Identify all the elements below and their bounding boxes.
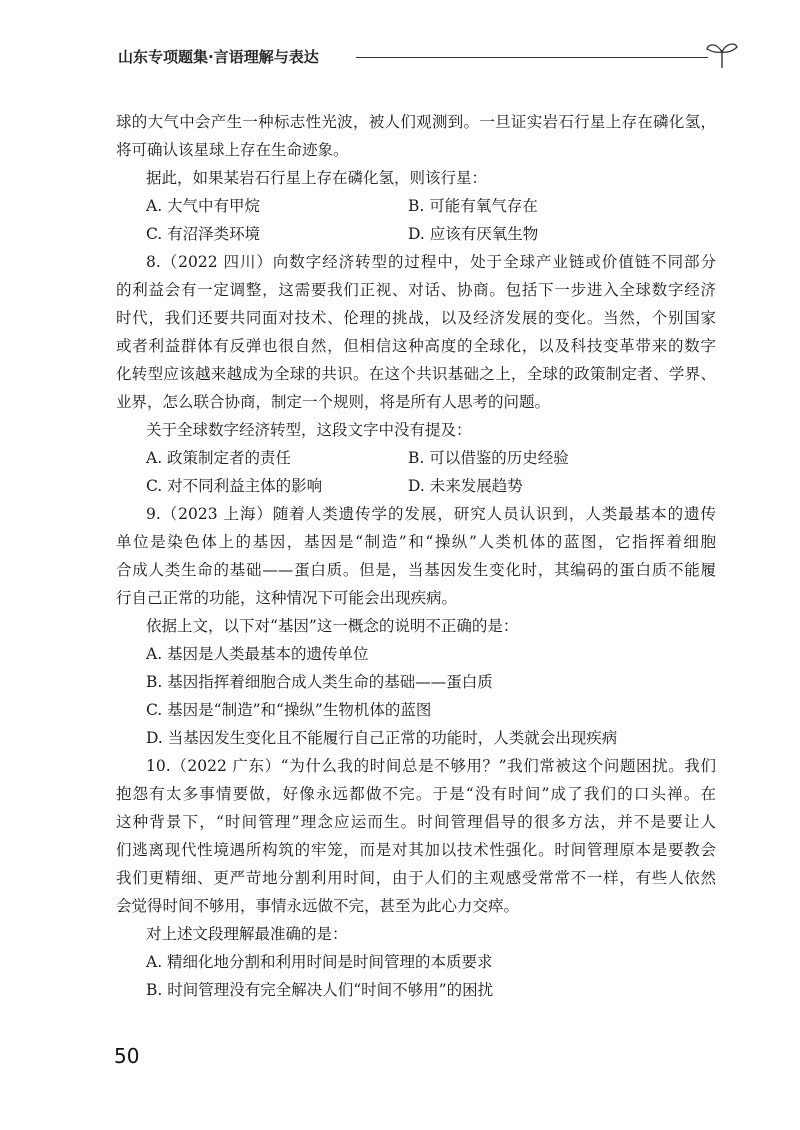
option-a: A. 大气中有甲烷 <box>146 197 261 215</box>
text-line: 的利益会有一定调整，这需要我们正视、对话、协商。包括下一步进入全球数字经济 <box>116 281 716 299</box>
text-line: 抱怨有太多事情要做，好像永远都做不完。于是“没有时间”成了我们的口头禅。在 <box>116 785 716 803</box>
text-line: 时代，我们还要共同面对技术、伦理的挑战，以及经济发展的变化。当然，个别国家 <box>116 309 716 327</box>
option-c: C. 对不同利益主体的影响 <box>146 477 323 495</box>
header-rule <box>356 57 708 58</box>
option-b: B. 时间管理没有完全解决人们“时间不够用”的困扰 <box>146 981 494 999</box>
option-a: A. 精细化地分割和利用时间是时间管理的本质要求 <box>146 953 493 971</box>
text-line: 化转型应该越来越成为全球的共识。在这个共识基础之上，全球的政策制定者、学界、 <box>116 365 716 383</box>
text-line: 球的大气中会产生一种标志性光波，被人们观测到。一旦证实岩石行星上存在磷化氢， <box>116 113 716 131</box>
option-row <box>116 472 716 500</box>
option-a: A. 政策制定者的责任 <box>146 449 292 467</box>
option-b: B. 基因指挥着细胞合成人类生命的基础——蛋白质 <box>146 673 493 691</box>
question-prompt: 对上述文段理解最准确的是： <box>146 925 348 943</box>
header-title: 山东专项题集·言语理解与表达 <box>118 48 319 66</box>
text-line: 将可确认该星球上存在生命迹象。 <box>116 141 349 159</box>
option-d: D. 应该有厌氧生物 <box>408 225 539 243</box>
question-10-text: 10.（2022 广东）“为什么我的时间总是不够用？”我们常被这个问题困扰。我们 <box>146 757 716 775</box>
question-prompt: 依据上文，以下对“基因”这一概念的说明不正确的是： <box>146 617 519 635</box>
option-d: D. 当基因发生变化且不能履行自己正常的功能时，人类就会出现疾病 <box>146 729 618 747</box>
option-c: C. 有沼泽类环境 <box>146 225 261 243</box>
option-row <box>116 444 716 472</box>
text-line: 会觉得时间不够用，事情永远做不完，甚至为此心力交瘁。 <box>116 897 520 915</box>
question-8-text: 8.（2022 四川）向数字经济转型的过程中，处于全球产业链或价值链不同部分 <box>146 253 716 271</box>
question-prompt: 关于全球数字经济转型，这段文字中没有提及： <box>146 421 472 439</box>
text-line: 这种背景下，“时间管理”理念应运而生。时间管理倡导的很多方法，并不是要让人 <box>116 813 716 831</box>
option-row <box>116 192 716 220</box>
option-d: D. 未来发展趋势 <box>408 477 523 495</box>
question-9-text: 9.（2023 上海）随着人类遗传学的发展，研究人员认识到，人类最基本的遗传 <box>146 505 716 523</box>
page-number: 50 <box>114 1044 140 1068</box>
option-b: B. 可能有氧气存在 <box>408 197 538 215</box>
text-line: 们逃离现代性境遇所构筑的牢笼，而是对其加以技术性强化。时间管理原本是要教会 <box>116 841 716 859</box>
text-line: 或者利益群体有反弹也很自然，但相信这种高度的全球化，以及科技变革带来的数字 <box>116 337 716 355</box>
text-line: 我们更精细、更严苛地分割利用时间，由于人们的主观感受常常不一样，有些人依然 <box>116 869 716 887</box>
page-content <box>116 108 716 1004</box>
page-header <box>118 42 738 72</box>
question-prompt: 据此，如果某岩石行星上存在磷化氢，则该行星： <box>146 169 488 187</box>
option-a: A. 基因是人类最基本的遗传单位 <box>146 645 369 663</box>
option-b: B. 可以借鉴的历史经验 <box>408 449 569 467</box>
option-row <box>116 220 716 248</box>
text-line: 合成人类生命的基础——蛋白质。但是，当基因发生变化时，其编码的蛋白质不能履 <box>116 561 716 579</box>
option-c: C. 基因是“制造”和“操纵”生物机体的蓝图 <box>146 701 432 719</box>
text-line: 业界，怎么联合协商，制定一个规则，将是所有人思考的问题。 <box>116 393 551 411</box>
sprout-icon <box>704 40 740 70</box>
text-line: 单位是染色体上的基因，基因是“制造”和“操纵”人类机体的蓝图，它指挥着细胞 <box>116 533 716 551</box>
text-line: 行自己正常的功能，这种情况下可能会出现疾病。 <box>116 589 458 607</box>
